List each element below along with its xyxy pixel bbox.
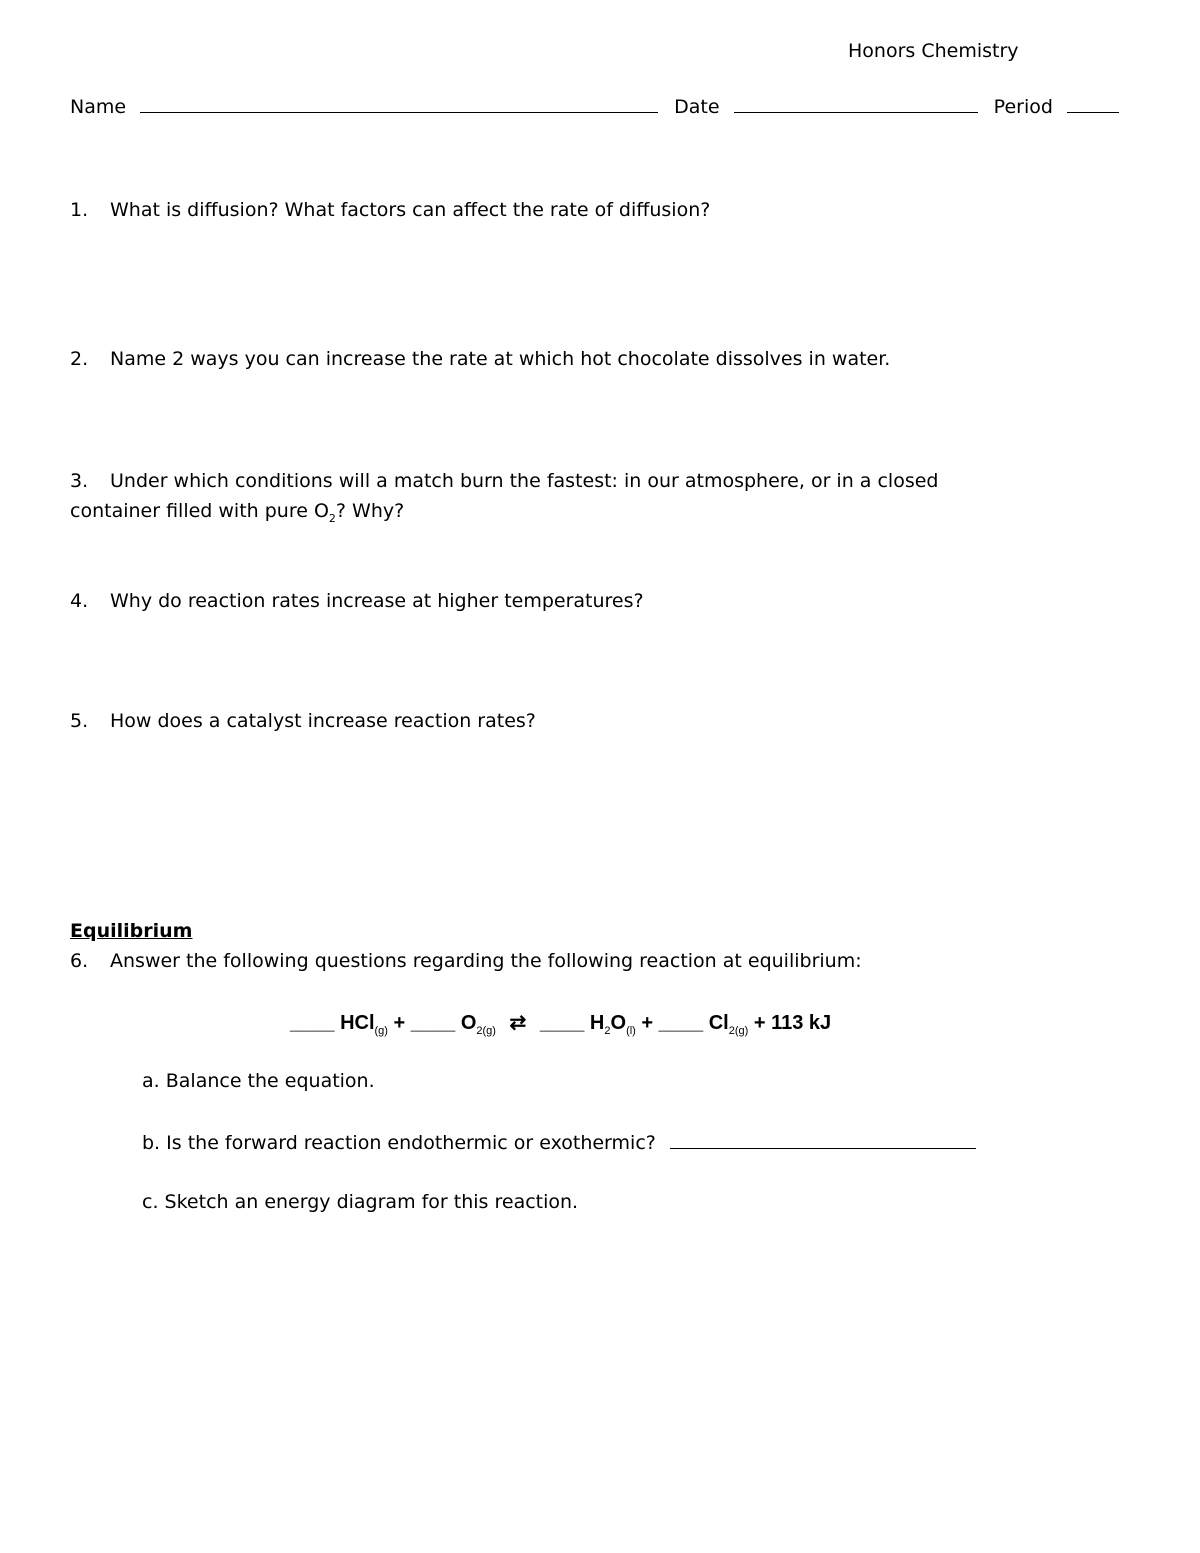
course-title: Honors Chemistry [848,40,1019,62]
energy-term: + 113 kJ [753,1012,832,1034]
name-label: Name [70,96,127,118]
question-4 [70,590,644,612]
question-number: 3. [70,470,89,492]
period-field[interactable] [1067,94,1119,113]
question-text: What is diffusion? What factors can affect the rate of diffusion? [110,199,711,221]
plus-sign: + [641,1012,654,1034]
state-subscript: 2(g) [476,1025,496,1037]
period-label: Period [993,96,1053,118]
question-number: 5. [70,710,89,732]
formula-subscript: 2 [604,1025,611,1037]
state-subscript: (g) [374,1025,388,1037]
part-b [142,1130,976,1154]
oxygen-subscript: 2 [328,511,336,525]
name-field[interactable] [140,94,658,113]
part-text: Is the forward reaction endothermic or exothermic? [166,1132,656,1154]
h2o-formula: H [589,1012,605,1034]
state-subscript: (l) [626,1025,636,1037]
coefficient-blank[interactable]: ____ [290,1012,335,1034]
part-c [142,1191,578,1213]
state-subscript: 2(g) [728,1025,749,1037]
question-number: 2. [70,348,89,370]
part-label: b. [142,1132,161,1154]
question-text-part: container filled with pure O [70,500,329,522]
coefficient-blank[interactable]: ____ [658,1012,704,1034]
coefficient-blank[interactable]: ____ [539,1012,585,1034]
plus-sign: + [393,1012,406,1034]
question-number: 6. [70,950,89,972]
question-number: 4. [70,590,89,612]
question-1 [70,199,710,221]
cl2-formula: Cl [708,1012,729,1034]
part-a [142,1070,375,1092]
part-text: Sketch an energy diagram for this reaction. [164,1191,579,1213]
question-3-line-2 [70,500,404,525]
chemical-equation [290,1010,831,1037]
question-text-part: ? Why? [335,500,405,522]
question-text: Why do reaction rates increase at higher temperatures? [110,590,644,612]
question-number: 1. [70,199,89,221]
hcl-formula: HCl [340,1012,375,1034]
part-text: Balance the equation. [165,1070,375,1092]
question-5 [70,710,536,732]
coefficient-blank[interactable]: ____ [410,1012,456,1034]
question-3 [70,470,938,492]
question-text: How does a catalyst increase reaction rates? [110,710,536,732]
date-field[interactable] [734,94,978,113]
student-info-line [70,94,1119,118]
h2o-formula: O [610,1012,627,1034]
question-2 [70,348,890,370]
question-text: Answer the following questions regarding the following reaction at equilibrium: [110,950,862,972]
question-text: Under which conditions will a match burn the fastest: in our atmosphere, or in a closed [110,470,939,492]
o2-formula: O [460,1012,477,1034]
date-label: Date [674,96,720,118]
question-text: Name 2 ways you can increase the rate at which hot chocolate dissolves in water. [110,348,891,370]
equilibrium-arrow-icon: ⇄ [509,1012,527,1034]
section-heading: Equilibrium [70,920,193,942]
part-label: a. [142,1070,160,1092]
answer-field[interactable] [670,1130,976,1149]
part-label: c. [142,1191,159,1213]
question-6 [70,950,862,972]
